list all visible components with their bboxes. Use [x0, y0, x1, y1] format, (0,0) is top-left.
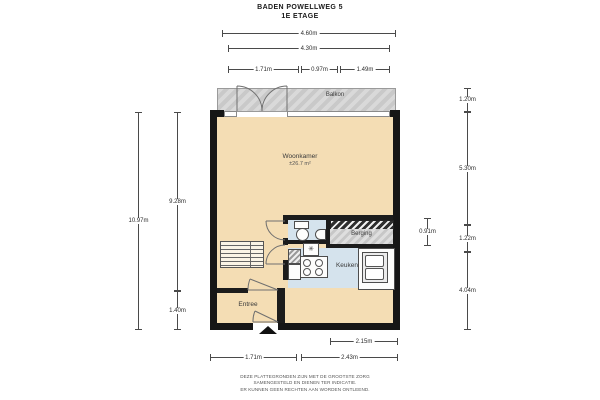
dim-bottom-keuken: 2.15m	[330, 341, 398, 342]
page-title: BADEN POWELLWEG 5	[257, 4, 343, 11]
dim-left-upper: 9.28m	[177, 112, 178, 291]
dim-berging-depth: 0.91m	[427, 218, 428, 246]
dim-top-seg2: 0.97m	[301, 69, 338, 70]
disclaimer-line: ER KUNNEN GEEN RECHTEN AAN WORDEN ONTLEEND.	[240, 386, 370, 392]
dim-right-berging: 1.22m	[467, 225, 468, 252]
disclaimer-text	[0, 374, 600, 393]
dim-right-keuken: 4.04m	[467, 252, 468, 330]
kitchen-door-icon	[266, 245, 285, 264]
dim-top-seg3: 1.49m	[340, 69, 390, 70]
dim-right-woonkamer: 5.30m	[467, 112, 468, 225]
balcony-door-left-icon	[237, 86, 262, 111]
entree-label: Entree	[238, 301, 258, 308]
disclaimer-line: SAMENGESTELD EN DIENEN TER INDICATIE.	[253, 380, 357, 386]
dim-bottom-seg2: 2.43m	[301, 357, 398, 358]
dim-top-inner: 4.30m	[228, 48, 390, 49]
page-subtitle: 1E ETAGE	[281, 13, 319, 20]
balcony-door-right-icon	[262, 86, 287, 111]
extractor-hood-icon: ✳	[303, 243, 319, 256]
dim-left-outer: 10.97m	[138, 112, 139, 330]
woonkamer-name: Woonkamer	[282, 153, 318, 160]
dim-top-outer: 4.60m	[222, 33, 396, 34]
keuken-label: Keuken	[335, 262, 359, 269]
berging-label: Berging	[351, 231, 372, 237]
wc-door-icon	[266, 221, 285, 240]
entree-door-icon	[248, 279, 278, 290]
balkon-label: Balkon	[325, 92, 345, 98]
dim-right-balkon: 1.20m	[467, 88, 468, 112]
woonkamer-area: ±26.7 m²	[289, 160, 311, 167]
dim-left-lower: 1.40m	[177, 291, 178, 330]
dim-bottom-seg1: 1.71m	[210, 357, 297, 358]
dim-top-seg1: 1.71m	[228, 69, 299, 70]
front-door-icon	[253, 311, 278, 322]
disclaimer-line: DEZE PLATTEGRONDEN ZIJN MET DE GROOTSTE ZORG	[240, 374, 370, 379]
